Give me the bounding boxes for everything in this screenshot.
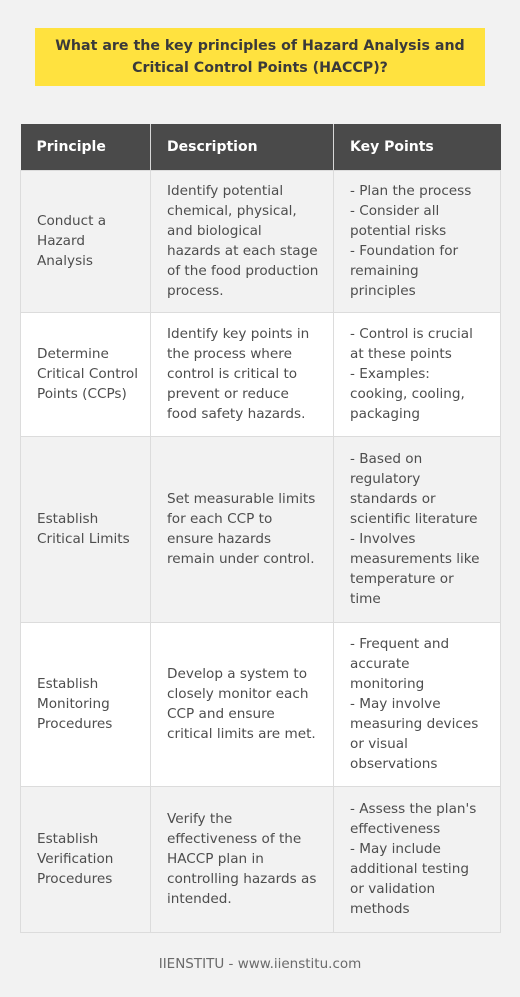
table-row xyxy=(21,436,501,622)
table-row xyxy=(21,622,501,786)
principle-cell: Conduct a Hazard Analysis xyxy=(21,170,151,312)
key-points-cell: - Based on regulatory standards or scientific literature - Involves measurements like temperature or time xyxy=(334,436,501,622)
description-cell: Verify the effectiveness of the HACCP plan in controlling hazards as intended. xyxy=(151,786,334,932)
principle-cell: Establish Critical Limits xyxy=(21,436,151,622)
page-title: What are the key principles of Hazard Analysis and Critical Control Points (HACCP)? xyxy=(55,38,465,76)
description-cell: Set measurable limits for each CCP to ensure hazards remain under control. xyxy=(151,436,334,622)
description-cell: Identify potential chemical, physical, and biological hazards at each stage of the food production process. xyxy=(151,170,334,312)
description-cell: Develop a system to closely monitor each CCP and ensure critical limits are met. xyxy=(151,622,334,786)
principle-cell: Establish Monitoring Procedures xyxy=(21,622,151,786)
haccp-table xyxy=(20,124,501,933)
table-row xyxy=(21,170,501,312)
principle-cell: Determine Critical Control Points (CCPs) xyxy=(21,312,151,436)
key-points-cell: - Frequent and accurate monitoring - May involve measuring devices or visual observations xyxy=(334,622,501,786)
footer-credit: IIENSTITU - www.iienstitu.com xyxy=(158,956,362,972)
header-principle: Principle xyxy=(21,124,151,170)
key-points-cell: - Plan the process - Consider all potential risks - Foundation for remaining principles xyxy=(334,170,501,312)
key-points-cell: - Assess the plan's effectiveness - May include additional testing or validation methods xyxy=(334,786,501,932)
table-row xyxy=(21,786,501,932)
principle-cell: Establish Verification Procedures xyxy=(21,786,151,932)
key-points-cell: - Control is crucial at these points - Examples: cooking, cooling, packaging xyxy=(334,312,501,436)
description-cell: Identify key points in the process where control is critical to prevent or reduce food safety hazards. xyxy=(151,312,334,436)
title-banner xyxy=(35,28,485,86)
table-header-row xyxy=(21,124,501,170)
header-key-points: Key Points xyxy=(334,124,501,170)
header-description: Description xyxy=(151,124,334,170)
table-row xyxy=(21,312,501,436)
